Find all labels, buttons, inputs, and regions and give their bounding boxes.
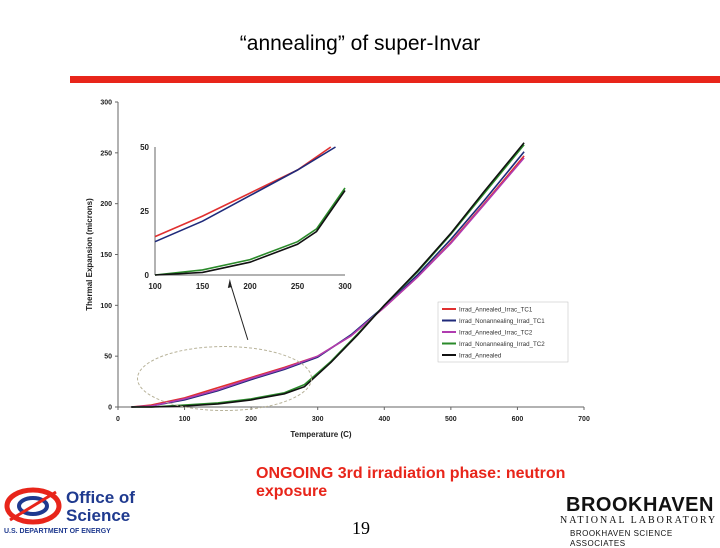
y-tick-label: 100	[100, 302, 112, 310]
legend-label: Irrad_Nonannealing_Irrad_TC2	[459, 341, 545, 348]
x-axis-label: Temperature (C)	[290, 430, 352, 439]
x-tick-label: 0	[116, 416, 120, 423]
inset-x-tick-label: 100	[148, 282, 162, 291]
x-tick-label: 500	[445, 416, 457, 423]
bnl-logo	[560, 494, 720, 548]
x-tick-label: 100	[178, 416, 191, 423]
title-divider	[70, 76, 720, 83]
inset-x-tick-label: 150	[195, 282, 210, 291]
highlight-ellipse	[138, 347, 312, 411]
phase-note: ONGOING 3rd irradiation phase: neutron exposure	[256, 465, 566, 500]
doe-line-3: U.S. DEPARTMENT OF ENERGY	[4, 528, 111, 535]
y-tick-label: 150	[100, 252, 112, 259]
bnl-subtitle: NATIONAL LABORATORY	[560, 515, 718, 526]
y-tick-label: 200	[100, 201, 112, 209]
inset-y-tick-label: 50	[140, 143, 149, 152]
doe-line-1: Office of	[66, 488, 135, 507]
legend-label: Irrad_Annealed_Irrac_TC2	[459, 329, 533, 337]
inset-y-tick-label: 0	[144, 271, 149, 280]
bnl-science: BROOKHAVEN SCIENCE	[570, 529, 673, 538]
x-tick-label: 300	[311, 416, 324, 423]
inset-x-tick-label: 250	[290, 282, 305, 291]
zoom-arrow-head	[228, 279, 232, 288]
legend-label: Irrad_Annealed_Irrac_TC1	[459, 306, 533, 314]
x-tick-label: 700	[578, 416, 590, 423]
y-tick-label: 300	[100, 99, 112, 107]
page-number: 19	[352, 518, 370, 538]
inset-x-tick-label: 300	[338, 282, 352, 291]
y-tick-label: 0	[108, 404, 112, 412]
doe-emblem-icon	[4, 486, 62, 526]
legend-label: Irrad_Nonannealing_Irrad_TC1	[459, 318, 545, 325]
inset-background	[155, 147, 345, 275]
x-tick-label: 200	[245, 416, 257, 423]
x-tick-label: 600	[511, 416, 524, 423]
x-tick-label: 400	[378, 416, 391, 423]
bnl-associates: ASSOCIATES	[570, 539, 626, 548]
inset-y-tick-label: 25	[140, 207, 149, 216]
legend-label: Irrad_Annealed	[459, 352, 502, 360]
thermal-expansion-chart	[80, 92, 600, 452]
doe-line-2: Science	[66, 506, 131, 525]
slide-title: “annealing” of super-Invar	[239, 32, 481, 55]
y-tick-label: 250	[100, 150, 112, 158]
y-tick-label: 50	[104, 353, 112, 361]
bnl-name: BROOKHAVEN	[566, 494, 714, 516]
y-axis-label: Thermal Expansion (microns)	[85, 198, 94, 311]
doe-logo	[4, 486, 164, 538]
inset-x-tick-label: 200	[243, 282, 257, 291]
